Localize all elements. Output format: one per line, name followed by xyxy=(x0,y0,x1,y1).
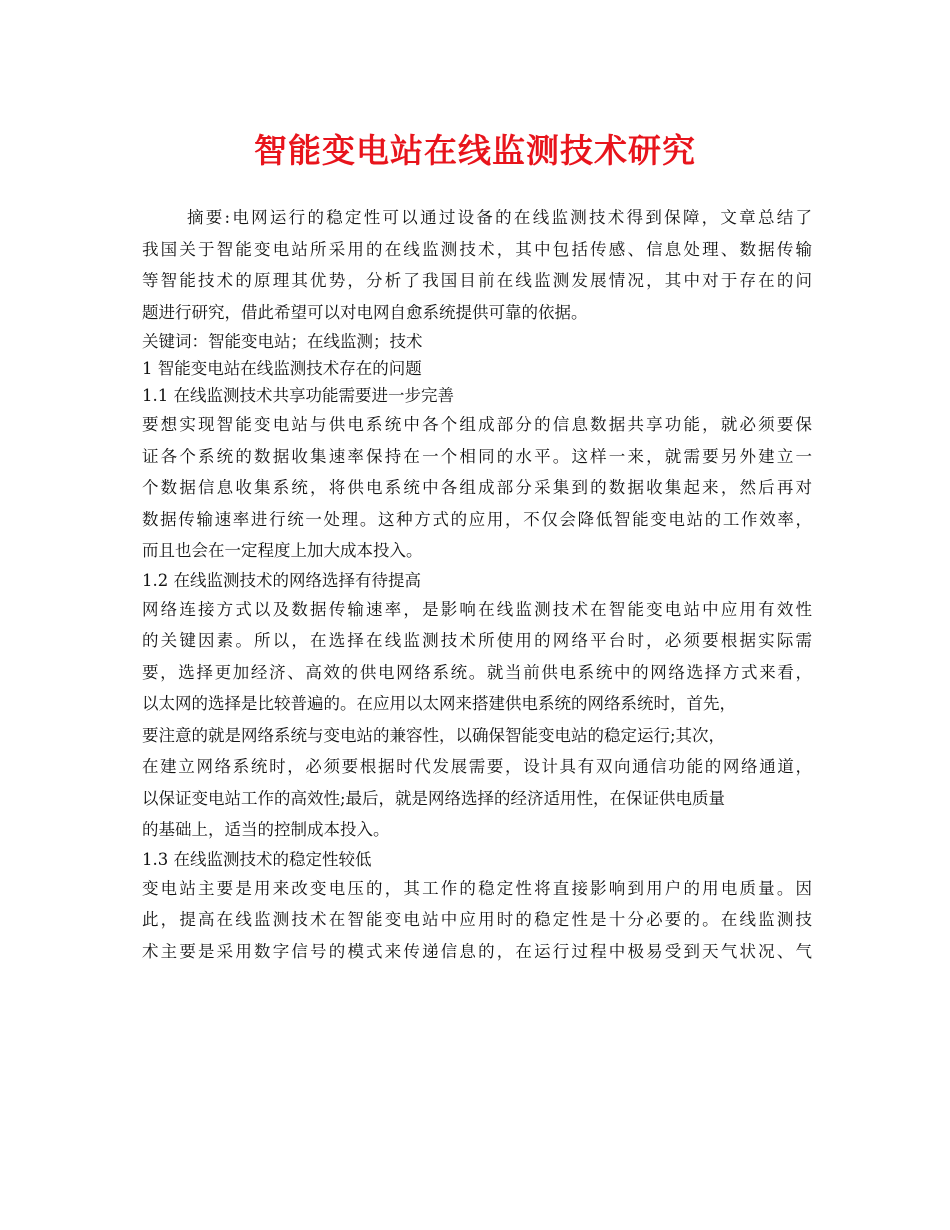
paragraph-line: 要注意的就是网络系统与变电站的兼容性，以确保智能变电站的稳定运行;其次， xyxy=(142,725,726,745)
subsection-heading: 1.2 在线监测技术的网络选择有待提高 xyxy=(142,570,421,590)
abstract-line: 等智能技术的原理其优势，分析了我国目前在线监测发展情况，其中对于存在的问 xyxy=(142,271,812,290)
abstract-line: 摘要:电网运行的稳定性可以通过设备的在线监测技术得到保障，文章总结了 xyxy=(187,208,812,227)
document-title: 智能变电站在线监测技术研究 xyxy=(254,131,696,170)
paragraph-line: 数据传输速率进行统一处理。这种方式的应用，不仅会降低智能变电站的工作效率， xyxy=(142,509,812,529)
paragraph-line: 在建立网络系统时，必须要根据时代发展需要，设计具有双向通信功能的网络通道， xyxy=(142,757,812,776)
paragraph-line: 要想实现智能变电站与供电系统中各个组成部分的信息数据共享功能，就必须要保 xyxy=(142,415,812,434)
section-heading: 1 智能变电站在线监测技术存在的问题 xyxy=(142,359,422,378)
paragraph-line: 此，提高在线监测技术在智能变电站中应用时的稳定性是十分必要的。在线监测技 xyxy=(142,910,812,929)
abstract-line: 我国关于智能变电站所采用的在线监测技术，其中包括传感、信息处理、数据传输 xyxy=(142,239,812,259)
paragraph-line: 术主要是采用数字信号的模式来传递信息的，在运行过程中极易受到天气状况、气 xyxy=(142,941,812,961)
subsection-heading: 1.3 在线监测技术的稳定性较低 xyxy=(142,849,372,869)
subsection-heading: 1.1 在线监测技术共享功能需要进一步完善 xyxy=(142,386,454,405)
paragraph-line: 而且也会在一定程度上加大成本投入。 xyxy=(142,541,423,560)
paragraph-line: 要，选择更加经济、高效的供电网络系统。就当前供电系统中的网络选择方式来看， xyxy=(142,662,812,682)
keywords: 关键词：智能变电站；在线监测；技术 xyxy=(142,332,423,351)
paragraph-line: 变电站主要是用来改变电压的，其工作的稳定性将直接影响到用户的用电质量。因 xyxy=(142,878,812,898)
paragraph-line: 证各个系统的数据收集速率保持在一个相同的水平。这样一来，就需要另外建立一 xyxy=(142,446,812,466)
document-body xyxy=(142,202,812,967)
paragraph-line: 网络连接方式以及数据传输速率，是影响在线监测技术在智能变电站中应用有效性 xyxy=(142,599,812,619)
paragraph-line: 以太网的选择是比较普遍的。在应用以太网来搭建供电系统的网络系统时，首先， xyxy=(142,694,736,713)
paragraph-line: 的基础上，适当的控制成本投入。 xyxy=(142,820,390,839)
abstract-line: 题进行研究，借此希望可以对电网自愈系统提供可靠的依据。 xyxy=(142,302,588,322)
paragraph-line: 个数据信息收集系统，将供电系统中各组成部分采集到的数据收集起来，然后再对 xyxy=(142,478,812,497)
paragraph-line: 的关键因素。所以，在选择在线监测技术所使用的网络平台时，必须要根据实际需 xyxy=(142,631,812,650)
paragraph-line: 以保证变电站工作的高效性;最后，就是网络选择的经济适用性，在保证供电质量 xyxy=(142,788,726,808)
